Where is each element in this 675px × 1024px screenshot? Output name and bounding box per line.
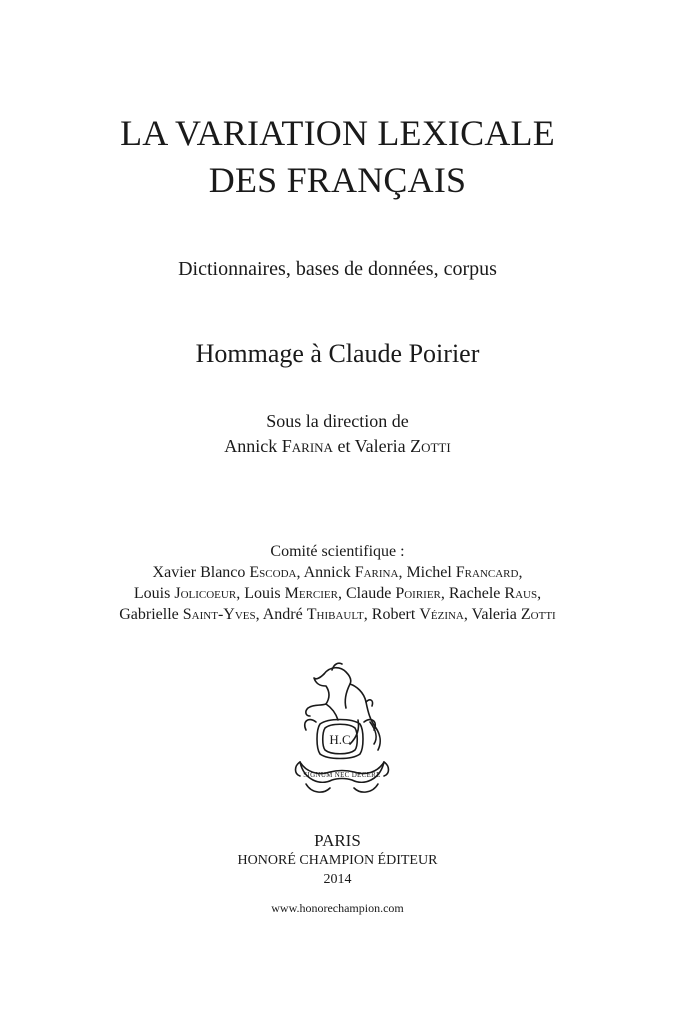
imprint-publisher: HONORÉ CHAMPION ÉDITEUR [237, 853, 438, 868]
publisher-website[interactable]: www.honorechampion.com [271, 901, 404, 915]
crest-motto: SIGNUM NEC DECERE [303, 771, 381, 779]
member-separator: , [518, 564, 523, 581]
committee-member [119, 606, 263, 623]
member-separator: , [463, 606, 472, 623]
committee-member [244, 585, 346, 602]
member-separator: , [296, 564, 304, 581]
member-separator: , [236, 585, 245, 602]
member-first-name: Louis [244, 585, 285, 602]
imprint-city: PARIS [314, 831, 361, 850]
member-last-name: Jolicoeur [174, 585, 237, 602]
member-last-name: Thibault [306, 606, 364, 623]
member-separator: , [363, 606, 372, 623]
member-separator: , [337, 585, 346, 602]
editors-conjunction: et [337, 436, 351, 456]
crest-monogram: H.C [329, 732, 351, 747]
committee-line [0, 584, 675, 604]
horse-crest-icon [286, 658, 398, 798]
member-separator: , [537, 585, 542, 602]
direction-label: Sous la direction de [266, 411, 409, 431]
member-first-name: Robert [371, 606, 420, 623]
imprint-year: 2014 [323, 872, 352, 887]
committee-line [0, 563, 675, 583]
committee-member [304, 564, 407, 581]
committee-label: Comité scientifique : [270, 543, 405, 560]
committee-member [449, 585, 541, 602]
committee-member [372, 606, 472, 623]
member-last-name: Raus [504, 585, 538, 602]
member-first-name: Claude [345, 585, 396, 602]
committee-line [0, 605, 675, 625]
tribute-line: Hommage à Claude Poirier [195, 339, 480, 368]
member-first-name: Michel [406, 564, 456, 581]
book-subtitle: Dictionnaires, bases de données, corpus [178, 258, 497, 280]
member-first-name: Louis [133, 585, 175, 602]
member-first-name: Valeria [471, 606, 521, 623]
member-first-name: Xavier Blanco [152, 564, 250, 581]
editor-first-name: Annick [224, 436, 278, 456]
member-first-name: Gabrielle [119, 606, 183, 623]
member-first-name: Rachele [448, 585, 505, 602]
editors-line [0, 435, 675, 457]
member-first-name: André [262, 606, 307, 623]
editor-last-name: Zotti [410, 436, 451, 456]
editor-last-name: Farina [281, 436, 333, 456]
editor-first-name: Valeria [354, 436, 406, 456]
committee-member [153, 564, 304, 581]
member-last-name: Francard [455, 564, 519, 581]
book-title-line-1: LA VARIATION LEXICALE [120, 113, 555, 153]
member-last-name: Saint-Yves [182, 606, 256, 623]
committee-member [406, 564, 522, 581]
committee-member [472, 606, 556, 623]
member-first-name: Annick [303, 564, 355, 581]
member-separator: , [398, 564, 407, 581]
member-separator: , [255, 606, 263, 623]
member-last-name: Poirier [395, 585, 441, 602]
member-separator: , [440, 585, 449, 602]
committee-member [134, 585, 244, 602]
book-title-line-2: DES FRANÇAIS [208, 160, 467, 200]
member-last-name: Escoda [249, 564, 297, 581]
committee-member [263, 606, 372, 623]
committee-member [346, 585, 449, 602]
member-last-name: Vézina [419, 606, 464, 623]
member-last-name: Farina [354, 564, 399, 581]
member-last-name: Mercier [284, 585, 338, 602]
member-last-name: Zotti [520, 606, 556, 623]
